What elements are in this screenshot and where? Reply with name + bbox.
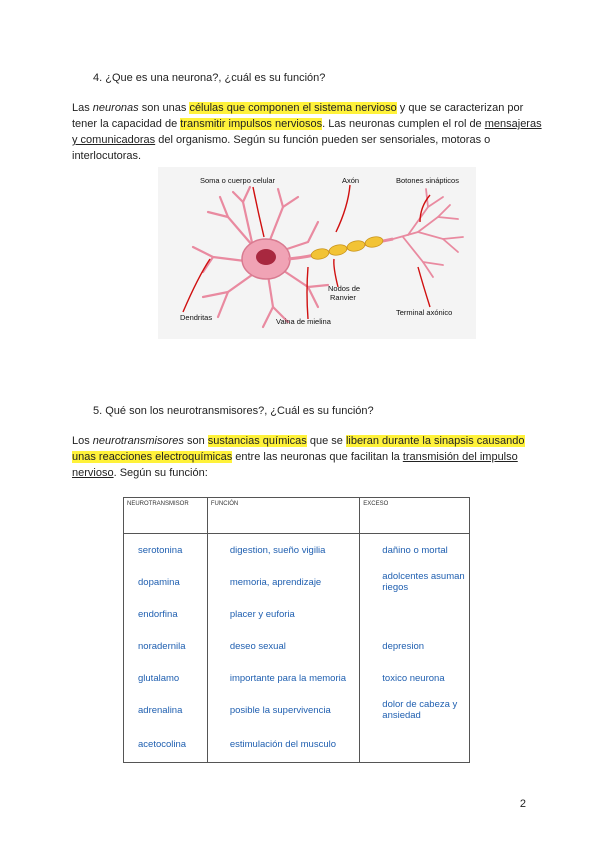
highlight: sustancias químicas	[207, 435, 307, 447]
header-funcion: FUNCIÓN	[207, 498, 359, 534]
cell-exceso	[360, 726, 470, 763]
cell-neurotransmisor: dopamina	[124, 566, 208, 598]
table-row	[124, 662, 470, 694]
label-axon: Axón	[342, 176, 360, 185]
table-row	[124, 694, 470, 726]
cell-exceso: dañino o mortal	[360, 534, 470, 567]
neurotransmitter-definition-paragraph: Los neurotransmisores son sustancias químicas que se liberan durante la sinapsis causando unas reacciones electroquímicas entre las neuronas que facilitan la transmisión del impulso nervioso. Según su función:	[72, 435, 525, 479]
table-row	[124, 726, 470, 763]
label-soma: Soma o cuerpo celular	[200, 176, 276, 185]
table-row	[124, 598, 470, 630]
table-header-row	[124, 498, 470, 534]
label-terminal: Terminal axónico	[396, 308, 453, 317]
question-5-heading: 5. Qué son los neurotransmisores?, ¿Cuál es su función?	[93, 405, 374, 417]
highlight: liberan durante la sinapsis causando unas reacciones electroquímicas	[72, 435, 525, 463]
cell-funcion: memoria, aprendizaje	[207, 566, 359, 598]
header-neurotransmisor: NEUROTRANSMISOR	[124, 498, 208, 534]
cell-exceso	[360, 598, 470, 630]
label-vaina: Vaina de mielina	[276, 317, 331, 326]
cell-funcion: estimulación del musculo	[207, 726, 359, 763]
cell-exceso: toxico neurona	[360, 662, 470, 694]
cell-exceso: adolcentes asuman riegos	[360, 566, 470, 598]
header-exceso: EXCESO	[360, 498, 470, 534]
cell-funcion: importante para la memoria	[207, 662, 359, 694]
underlined-text: mensajeras y comunicadoras	[72, 118, 542, 146]
highlight: células que componen el sistema nervioso	[189, 102, 397, 114]
cell-neurotransmisor: serotonina	[124, 534, 208, 567]
cell-neurotransmisor: glutalamo	[124, 662, 208, 694]
neurotransmitter-table	[123, 497, 470, 763]
table-row	[124, 534, 470, 567]
cell-funcion: deseo sexual	[207, 630, 359, 662]
question-4-heading: 4. ¿Que es una neurona?, ¿cuál es su función?	[93, 72, 326, 84]
label-nodos-1: Nodos de	[328, 284, 361, 293]
cell-exceso: depresion	[360, 630, 470, 662]
neuron-diagram	[158, 167, 476, 339]
label-botones: Botones sinápticos	[396, 176, 459, 185]
cell-neurotransmisor: adrenalina	[124, 694, 208, 726]
cell-neurotransmisor: noradernila	[124, 630, 208, 662]
cell-neurotransmisor: acetocolina	[124, 726, 208, 763]
label-nodos-2: Ranvier	[330, 293, 356, 302]
cell-neurotransmisor: endorfina	[124, 598, 208, 630]
page-number: 2	[519, 798, 526, 810]
cell-funcion: digestion, sueño vigilia	[207, 534, 359, 567]
table-row	[124, 566, 470, 598]
cell-funcion: posible la supervivencia	[207, 694, 359, 726]
neuron-definition-paragraph: Las neuronas son unas células que componen el sistema nervioso y que se caracterizan por tener la capacidad de transmitir impulsos nerviosos. Las neuronas cumplen el rol de mensajeras y comunicadoras del organismo. Según su función pueden ser sensoriales, motoras o interlocutoras.	[72, 102, 542, 162]
cell-funcion: placer y euforia	[207, 598, 359, 630]
table-row	[124, 630, 470, 662]
label-dendritas: Dendritas	[180, 313, 213, 322]
underlined-text: transmisión del impulso nervioso	[72, 451, 518, 479]
cell-exceso: dolor de cabeza y ansiedad	[360, 694, 470, 726]
highlight: transmitir impulsos nerviosos	[180, 118, 323, 130]
